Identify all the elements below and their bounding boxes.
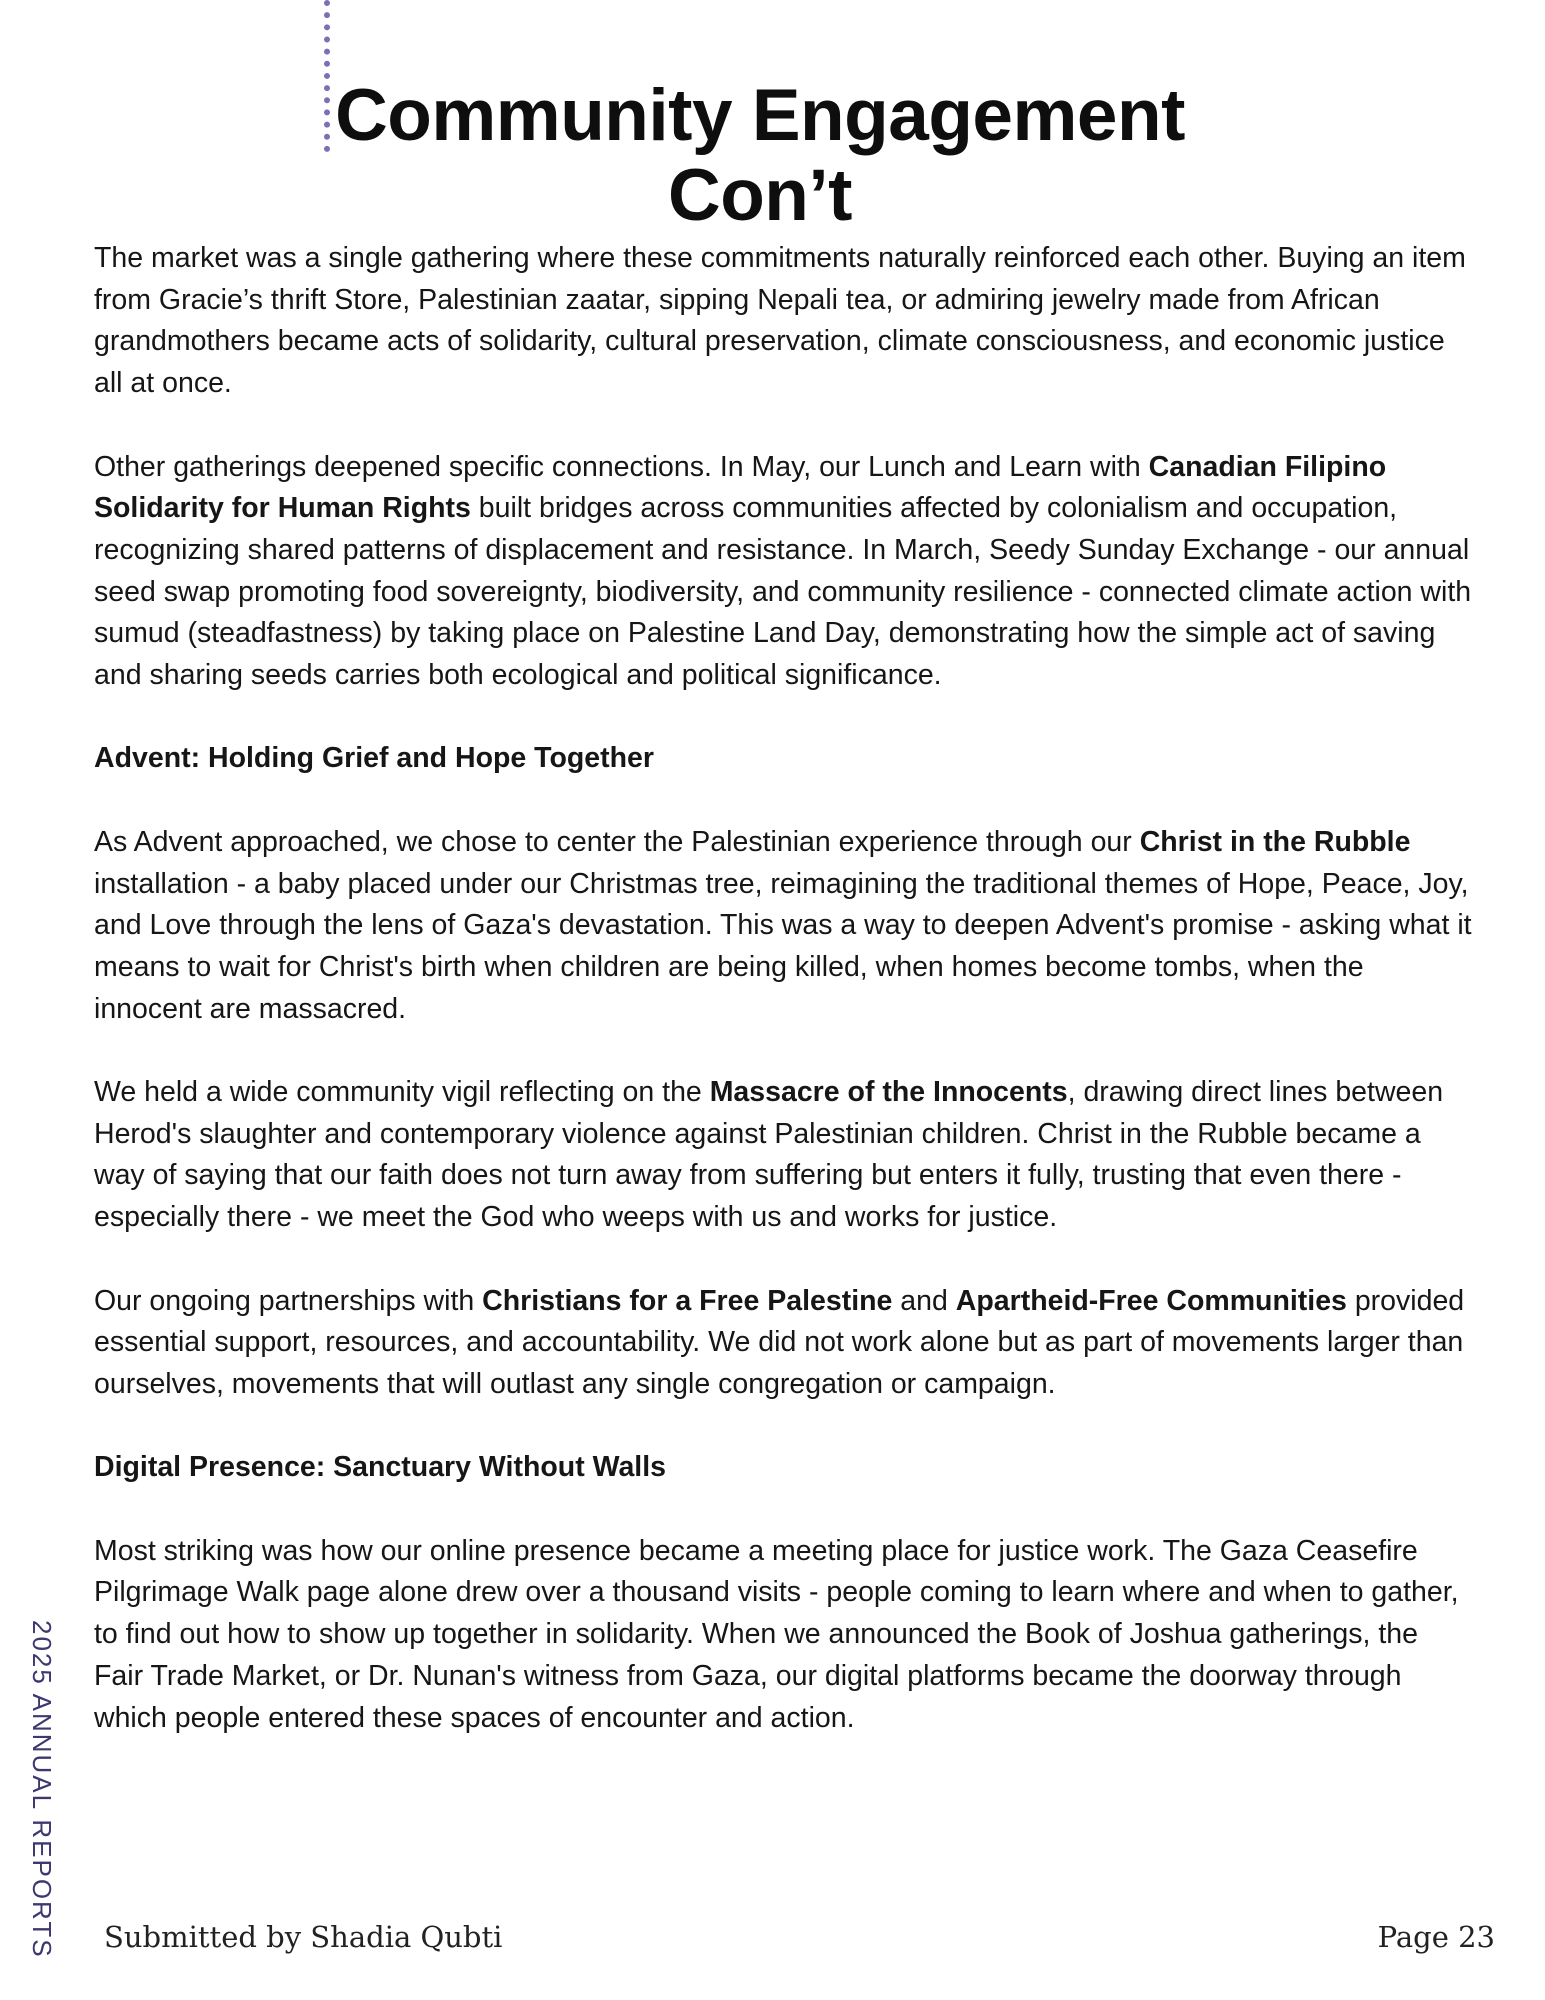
paragraph-partnerships-text-1: Our ongoing partnerships with: [94, 1284, 483, 1317]
paragraph-digital: Most striking was how our online presence became a meeting place for justice work. The Gaza Ceasefire Pilgrimage Walk page alone drew over a thousand visits - people coming to learn where and when to gather, to find out how to show up together in solidarity. When we announced the Book of Joshua gatherings, the Fair Trade Market, or Dr. Nunan's witness from Gaza, our digital platforms became the doorway through which people entered these spaces of encounter and action.: [94, 1534, 1459, 1734]
paragraph-vigil-text-1: We held a wide community vigil reflecting on the: [94, 1076, 710, 1108]
paragraph-partnerships-text-2: and: [892, 1284, 956, 1317]
page-title: [330, 76, 1190, 236]
footer-submitted-by: Submitted by Shadia Qubti: [104, 1920, 503, 1954]
paragraph-vigil-text-2: , drawing direct lines between Herod's slaughter and contemporary violence against Palestinian children. Christ in the Rubble became a way of saying that our faith does not turn away from suffering but enters it fully, trusting that even there - especially there - we meet the God who weeps with us and works for justice.: [94, 1076, 1444, 1234]
page-title-line-1: Community Engagement: [335, 75, 1185, 156]
footer-page-number: Page 23: [1377, 1920, 1495, 1954]
paragraph-advent: [94, 822, 1474, 1031]
paragraph-gatherings: [94, 447, 1474, 697]
paragraph-gatherings-text-1: Other gatherings deepened specific connections. In May, our Lunch and Learn with: [94, 450, 1149, 483]
section-heading-advent: Advent: Holding Grief and Hope Together: [94, 742, 654, 775]
page-title-line-2: Con’t: [668, 155, 852, 236]
bold-christians-for-a-free-palestine: Christians for a Free Palestine: [482, 1284, 893, 1317]
paragraph-advent-text-2: installation - a baby placed under our Christmas tree, reimagining the traditional themes of Hope, Peace, Joy, and Love through the lens of Gaza's devastation. This was a way to deepen Advent's promise - asking what it means to wait for Christ's birth when children are being killed, when homes become tombs, when the innocent are massacred.: [94, 867, 1472, 1025]
report-body: [94, 238, 1474, 1781]
side-label-annual-reports: 2025 ANNUAL REPORTS: [27, 1620, 57, 1959]
paragraph-partnerships: [94, 1281, 1474, 1406]
paragraph-partnerships-text-3: provided essential support, resources, and accountability. We did not work alone but as part of movements larger than ourselves, movements that will outlast any single congregation or campaign.: [94, 1284, 1465, 1400]
paragraph-advent-text-1: As Advent approached, we chose to center the Palestinian experience through our: [94, 825, 1140, 858]
bold-apartheid-free-communities: Apartheid-Free Communities: [955, 1284, 1347, 1317]
bold-cfshr: Canadian Filipino Solidarity for Human Rights: [94, 450, 1387, 525]
bold-massacre-of-the-innocents: Massacre of the Innocents: [709, 1076, 1068, 1108]
paragraph-gatherings-text-2: built bridges across communities affected by colonialism and occupation, recognizing shared patterns of displacement and resistance. In March, Seedy Sunday Exchange - our annual seed swap promoting food sovereignty, biodiversity, and community resilience - connected climate action with sumud (steadfastness) by taking place on Palestine Land Day, demonstrating how the simple act of saving and sharing seeds carries both ecological and political significance.: [94, 492, 1472, 692]
bold-christ-in-the-rubble: Christ in the Rubble: [1139, 825, 1411, 858]
paragraph-vigil: [94, 1072, 1474, 1239]
section-heading-digital: Digital Presence: Sanctuary Without Walls: [94, 1451, 666, 1484]
paragraph-market: The market was a single gathering where these commitments naturally reinforced each other. Buying an item from Gracie’s thrift Store, Palestinian zaatar, sipping Nepali tea, or admiring jewelry made from African grandmothers became acts of solidarity, cultural preservation, climate consciousness, and economic justice all at once.: [94, 242, 1466, 400]
